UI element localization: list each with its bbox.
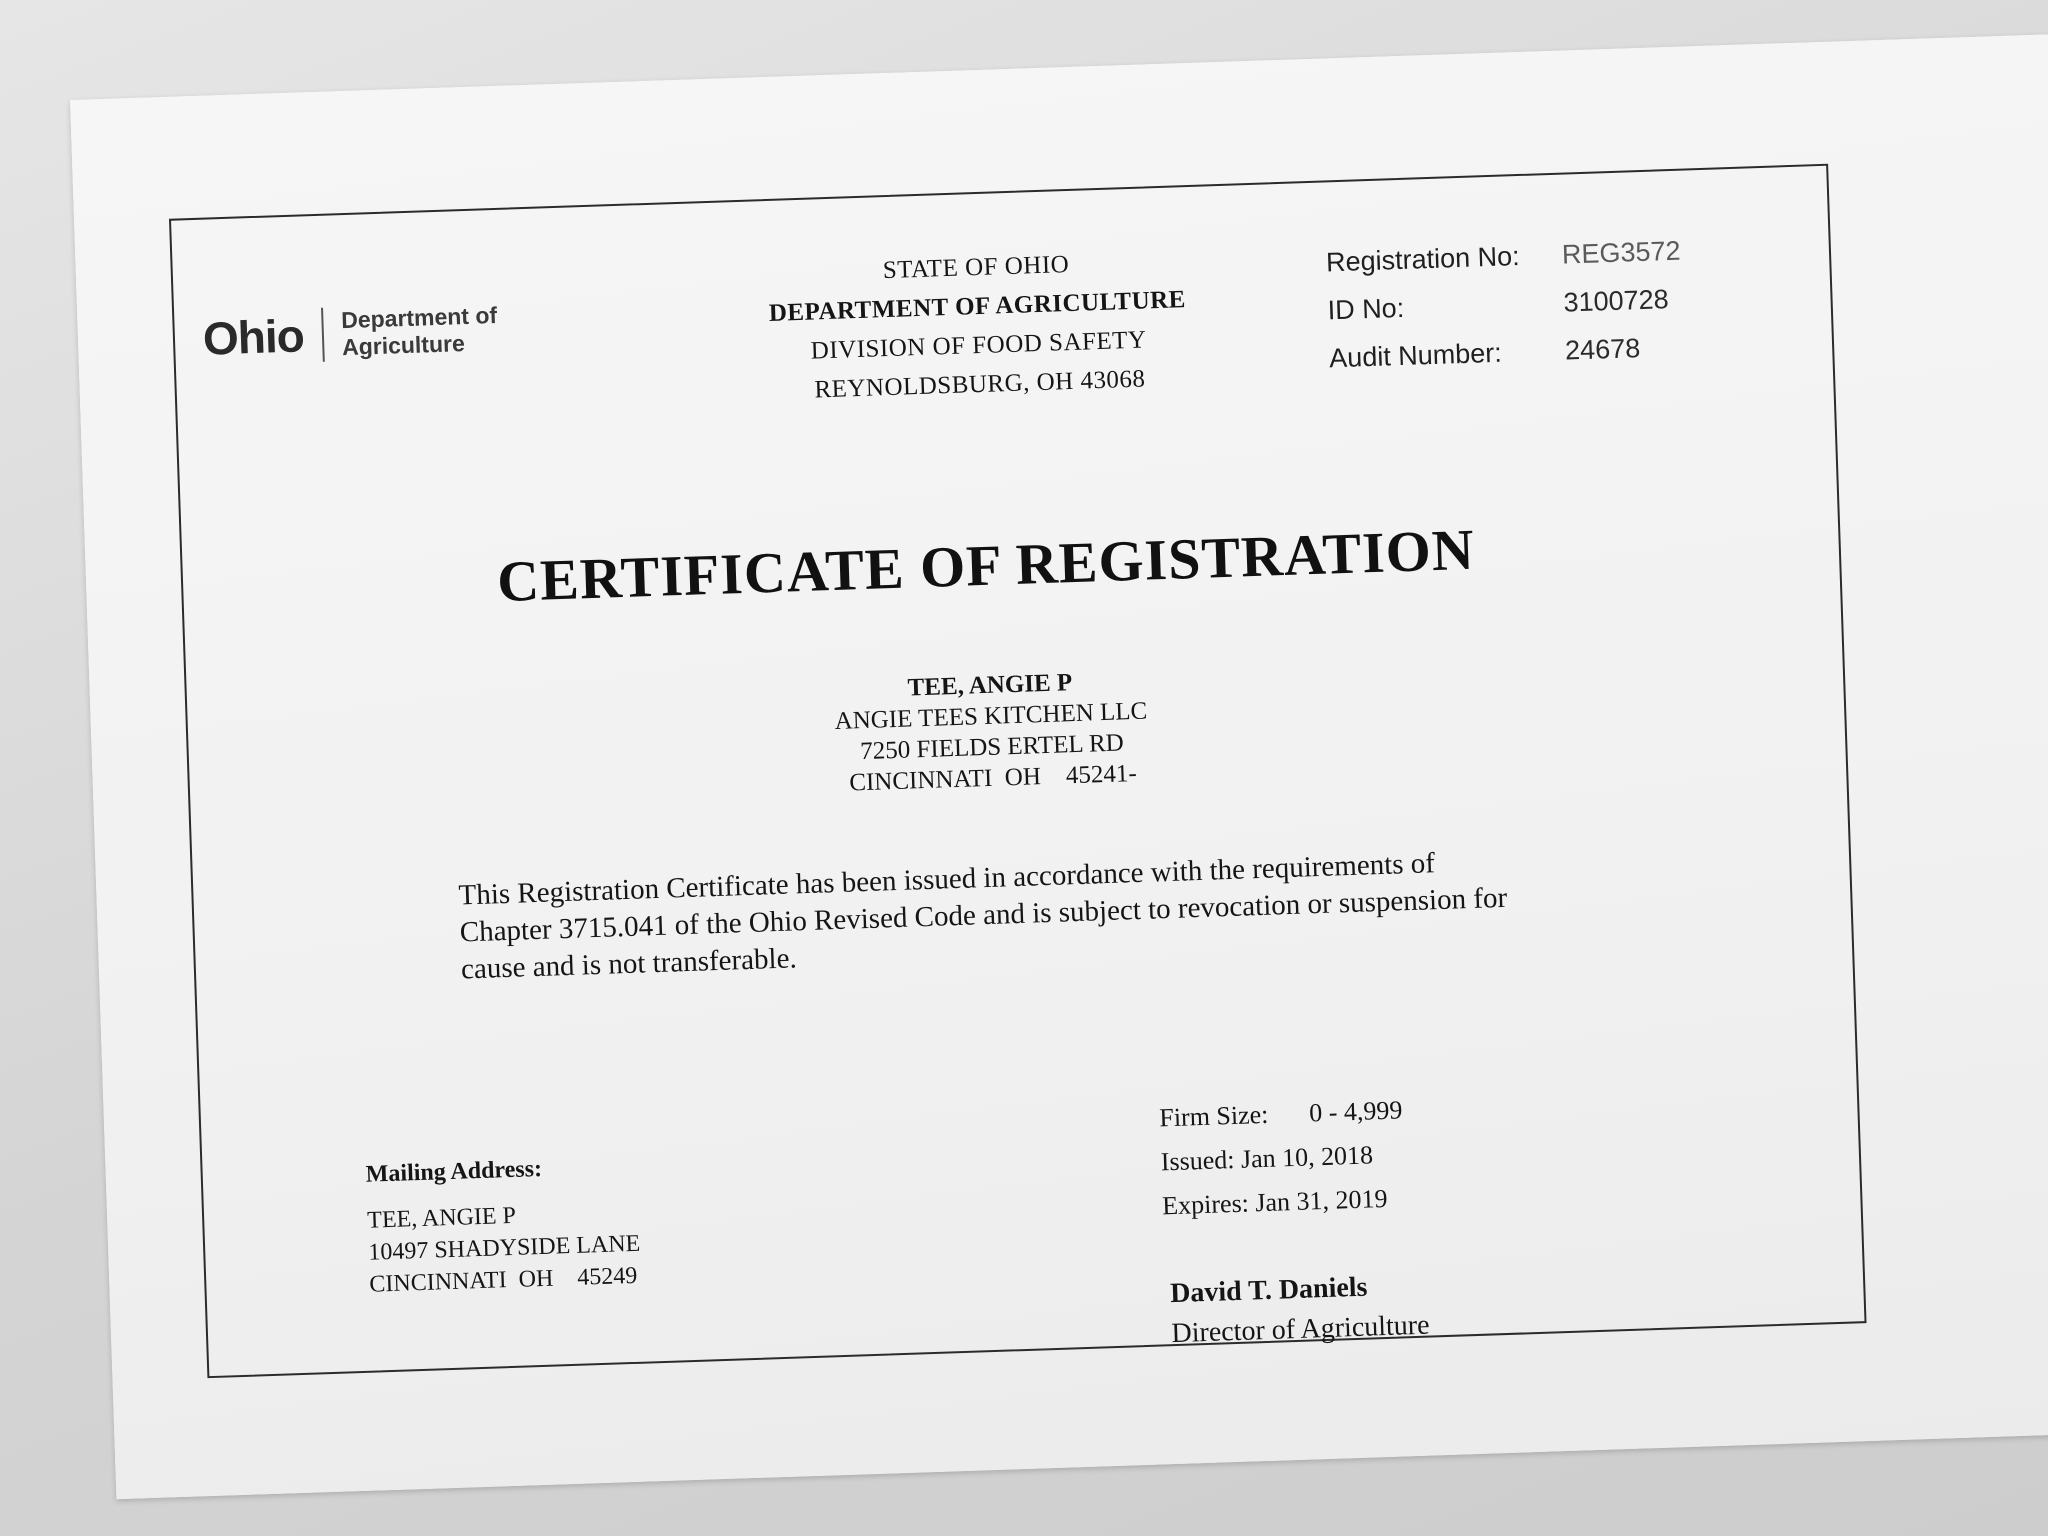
id-number-value: 3100728 bbox=[1563, 284, 1670, 318]
registrant-business: ANGIE TEES KITCHEN LLC bbox=[834, 697, 1148, 735]
logo-divider bbox=[321, 308, 325, 362]
certificate-title: CERTIFICATE OF REGISTRATION bbox=[496, 516, 1476, 615]
registration-number-label: Registration No: bbox=[1325, 241, 1521, 278]
registrant-name: TEE, ANGIE P bbox=[907, 669, 1073, 702]
header-division: DIVISION OF FOOD SAFETY bbox=[810, 326, 1147, 365]
registrant-city: CINCINNATI OH 45241- bbox=[848, 760, 1138, 797]
agency-header bbox=[716, 239, 1241, 412]
registration-info bbox=[1325, 227, 1684, 383]
expires-date: Expires: Jan 31, 2019 bbox=[1161, 1183, 1388, 1221]
header-department: DEPARTMENT OF AGRICULTURE bbox=[768, 286, 1187, 327]
audit-number-value: 24678 bbox=[1564, 333, 1641, 366]
header-city: REYNOLDSBURG, OH 43068 bbox=[813, 365, 1146, 404]
firm-details bbox=[1159, 1088, 1406, 1228]
logo-wordmark: Ohio bbox=[202, 309, 305, 365]
logo-dept-line1: Department of bbox=[340, 301, 498, 334]
issued-date: Issued: Jan 10, 2018 bbox=[1160, 1140, 1374, 1177]
registrant-street: 7250 FIELDS ERTEL RD bbox=[859, 729, 1125, 766]
firm-size-label: Firm Size: bbox=[1158, 1099, 1269, 1133]
signer-title: Director of Agriculture bbox=[1170, 1309, 1431, 1350]
header-state: STATE OF OHIO bbox=[882, 250, 1070, 285]
firm-size-value: 0 - 4,999 bbox=[1308, 1095, 1403, 1128]
audit-number-label: Audit Number: bbox=[1328, 337, 1503, 374]
ohio-agriculture-logo bbox=[202, 294, 499, 374]
mailing-name: TEE, ANGIE P bbox=[366, 1202, 517, 1234]
signer-block bbox=[1170, 1266, 1431, 1355]
logo-dept-line2: Agriculture bbox=[341, 330, 466, 361]
certificate-statement: This Registration Certificate has been issued in accordance with the requirements of Chapter 3715.041 of the Ohio Revised Code and is subject to revocation or suspension for cause and is not transferable. bbox=[458, 847, 1508, 986]
mailing-city: CINCINNATI OH 45249 bbox=[369, 1262, 638, 1298]
signer-name: David T. Daniels bbox=[1169, 1271, 1368, 1310]
logo-department bbox=[341, 302, 499, 361]
certificate-sheet bbox=[70, 33, 2048, 1499]
mailing-heading: Mailing Address: bbox=[365, 1155, 543, 1188]
mailing-address bbox=[365, 1150, 642, 1301]
registration-number-value: REG3572 bbox=[1561, 235, 1681, 270]
id-number-label: ID No: bbox=[1327, 292, 1405, 326]
registrant-block bbox=[790, 663, 1194, 800]
mailing-street: 10497 SHADYSIDE LANE bbox=[367, 1230, 641, 1266]
